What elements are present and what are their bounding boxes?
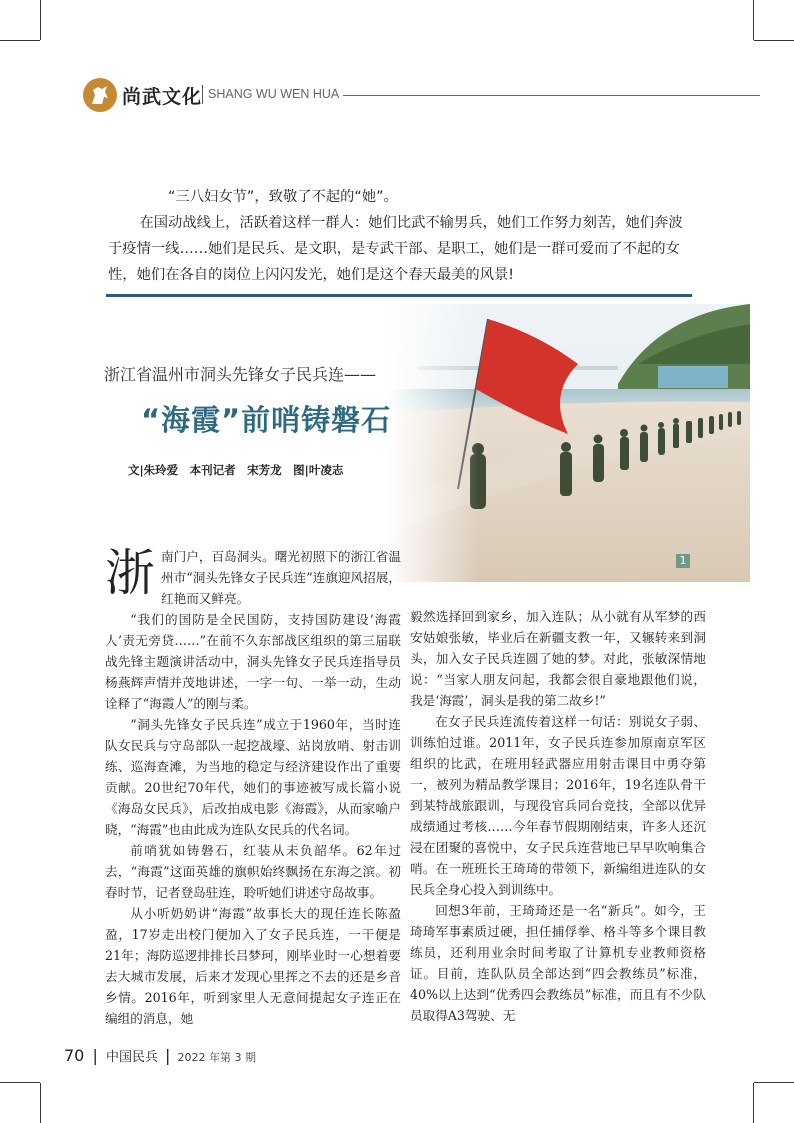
crop-mark xyxy=(40,0,41,40)
footer-divider: | xyxy=(165,1046,171,1065)
section-logo-icon xyxy=(83,78,117,112)
lead-paragraph xyxy=(105,546,401,609)
article-subtitle: 浙江省温州市洞头先锋女子民兵连—— xyxy=(104,365,377,384)
footer-divider: | xyxy=(92,1046,98,1065)
paragraph: “洞头先锋女子民兵连”成立于1960年，当时连队女民兵与守岛部队一起挖战壕、站岗放哨、射击训练、巡海查滩，为当地的稳定与经济建设作出了重要贡献。20世纪70年代，她们的事迹被写成长篇小说《海岛女民兵》，后改拍成电影《海霞》，从而家喻户晓，“海霞”也由此成为连队女民兵的代名词。 xyxy=(105,717,401,837)
intro-bar xyxy=(106,294,692,297)
crop-mark xyxy=(754,40,794,41)
magazine-name: 中国民兵 xyxy=(105,1050,158,1065)
photo-number-badge: 1 xyxy=(676,554,690,568)
intro-paragraph: 在国动战线上，活跃着这样一群人：她们比武不输男兵，她们工作努力刻苦，她们奔波于疫情一线……她们是民兵、是文职，是专武干部、是职工，她们是一群可爱而了不起的女性，她们在各自的岗位上闪闪发光，她们是这个春天最美的风景! xyxy=(108,215,683,283)
crop-mark xyxy=(0,1082,40,1083)
crop-mark xyxy=(753,1083,754,1123)
article-photo xyxy=(388,304,750,582)
crop-mark xyxy=(40,1083,41,1123)
section-title-en: SHANG WU WEN HUA xyxy=(208,87,340,101)
paragraph-text: 南门户，百岛洞头。曙光初照下的浙江省温州市“洞头先锋女子民兵连”连旗迎风招展，红艳而又鲜亮。 xyxy=(161,549,401,606)
article-title: “海霞”前哨铸磐石 xyxy=(141,403,392,437)
paragraph: 前哨犹如铸磐石，红装从未负韶华。62年过去，“海霞”这面英雄的旗帜始终飘扬在东海之滨。初春时节，记者登岛驻连，聆听她们讲述守岛故事。 xyxy=(105,843,401,900)
paragraph: 从小听奶奶讲“海霞”故事长大的现任连长陈盈盈，17岁走出校门便加入了女子民兵连，一干便是21年；海防巡逻排排长吕梦珂，刚毕业时一心想着要去大城市发展，后来才发现心里挥之不去的还是乡音乡情。2016年，听到家里人无意间提起女子连正在编组的消息，她 xyxy=(105,906,401,1026)
paragraph: 在女子民兵连流传着这样一句话：别说女子弱、训练怕过谁。2011年，女子民兵连参加原南京军区组织的比武，在班用轻武器应用射击课目中勇夺第一，被列为精品教学课目；2016年，19名连队骨干到某特战旅跟训，与现役官兵同台竞技，全部以优异成绩通过考核……今年春节假期刚结束，许多人还沉浸在团聚的喜悦中，女子民兵连营地已早早吹响集合哨。在一班班长王琦琦的带领下，新编组进连队的女民兵全身心投入到训练中。 xyxy=(410,714,706,897)
intro-paragraph: “三八妇女节”，致敬了不起的“她”。 xyxy=(168,189,398,205)
crop-mark xyxy=(0,40,40,41)
page-footer xyxy=(64,1046,256,1065)
page-number: 70 xyxy=(64,1046,85,1065)
drop-cap: 浙 xyxy=(105,544,155,602)
paragraph: 回想3年前，王琦琦还是一名“新兵”。如今，王琦琦军事素质过硬，担任捕俘拳、格斗等多个课目教练员，还利用业余时间考取了计算机专业教师资格证。目前，连队队员全部达到“四会教练员”标准，40%以上达到“优秀四会教练员”标准，而且有不少队员取得A3驾驶、无 xyxy=(410,903,706,1023)
crop-mark xyxy=(753,0,754,40)
intro-text xyxy=(108,184,693,288)
header-rule xyxy=(343,95,760,96)
left-column xyxy=(105,546,401,1029)
crop-mark xyxy=(754,1082,794,1083)
paragraph: 毅然选择回到家乡，加入连队；从小就有从军梦的西安姑娘张敏，毕业后在新疆支教一年，又辗转来到洞头，加入女子民兵连圆了她的梦。对此，张敏深情地说：“当家人朋友问起，我都会很自豪地跟他们说，我是‘海霞’，洞头是我的第二故乡!” xyxy=(410,609,706,708)
article-byline: 文|朱玲爱 本刊记者 宋芳龙 图|叶凌志 xyxy=(128,463,344,477)
right-column xyxy=(410,606,706,1026)
paragraph: “我们的国防是全民国防，支持国防建设‘海霞人’责无旁贷……”在前不久东部战区组织的第三届联战先锋主题演讲活动中，洞头先锋女子民兵连指导员杨燕辉声情并茂地讲述，一字一句、一举一动，生动诠释了“海霞人”的刚与柔。 xyxy=(105,612,401,711)
section-title: 尚武文化 xyxy=(122,86,203,108)
divider xyxy=(202,85,203,104)
issue-label: 2022 年第 3 期 xyxy=(177,1051,257,1064)
